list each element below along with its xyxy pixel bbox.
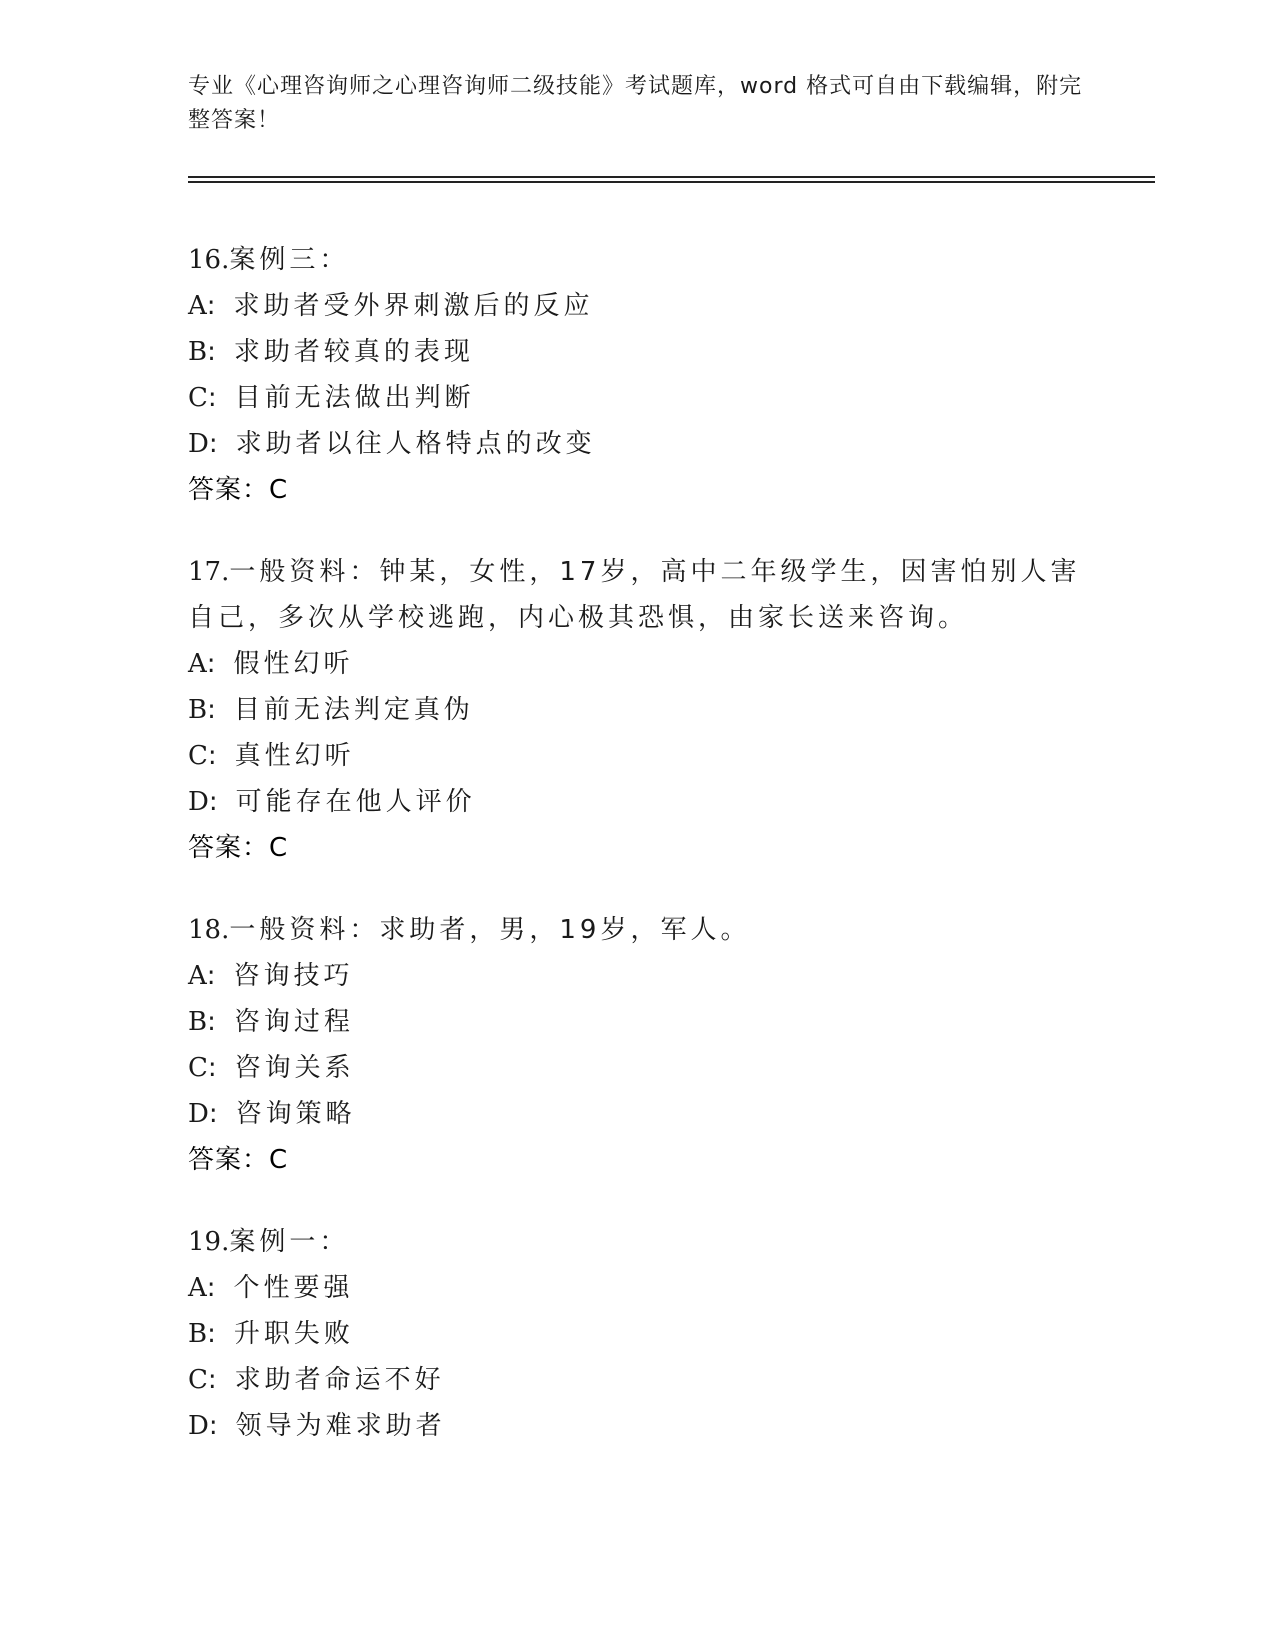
question-stem-text: 一般资料：钟某，女性，17岁，高中二年级学生，因害怕别人害自己，多次从学校逃跑，内心极其恐惧，由家长送来咨询。 xyxy=(188,557,1081,633)
option-text: 领导为难求助者 xyxy=(235,1411,446,1441)
question-stem xyxy=(188,549,1088,641)
option-text: 升职失败 xyxy=(233,1319,354,1349)
option-c: C: 目前无法做出判断 xyxy=(188,383,475,413)
option-letter: A xyxy=(188,291,207,321)
option-text: 求助者以往人格特点的改变 xyxy=(235,429,596,459)
option-a: A: 假性幻听 xyxy=(188,649,354,679)
question-19 xyxy=(188,1219,1088,1449)
option-d: D: 领导为难求助者 xyxy=(188,1411,446,1441)
option-b: B: 求助者较真的表现 xyxy=(188,337,474,367)
question-number: 19. xyxy=(188,1227,230,1257)
option-d: D: 咨询策略 xyxy=(188,1099,356,1129)
option-letter: B xyxy=(188,1007,208,1037)
option-letter: B xyxy=(188,695,208,725)
option-letter: A xyxy=(188,961,207,991)
option-text: 咨询技巧 xyxy=(233,961,354,991)
option-letter: D xyxy=(188,1411,209,1441)
question-stem xyxy=(188,907,1088,953)
document-header: 专业《心理咨询师之心理咨询师二级技能》考试题库，word 格式可自由下载编辑，附完整答案！ xyxy=(188,74,1083,133)
option-letter: D xyxy=(188,429,209,459)
option-b: B: 升职失败 xyxy=(188,1319,354,1349)
option-d: D: 求助者以往人格特点的改变 xyxy=(188,429,596,459)
option-letter: B xyxy=(188,1319,208,1349)
option-text: 咨询策略 xyxy=(235,1099,356,1129)
question-list xyxy=(188,237,1088,1485)
option-c: C: 咨询关系 xyxy=(188,1053,355,1083)
option-text: 求助者命运不好 xyxy=(234,1365,445,1395)
option-d: D: 可能存在他人评价 xyxy=(188,787,476,817)
option-letter: B xyxy=(188,337,208,367)
option-a: A: 个性要强 xyxy=(188,1273,354,1303)
option-text: 假性幻听 xyxy=(233,649,354,679)
option-text: 咨询过程 xyxy=(233,1007,354,1037)
question-number: 18. xyxy=(188,915,230,945)
option-text: 咨询关系 xyxy=(234,1053,355,1083)
option-letter: A xyxy=(188,649,207,679)
option-text: 个性要强 xyxy=(233,1273,354,1303)
option-text: 求助者较真的表现 xyxy=(233,337,474,367)
option-letter: C xyxy=(188,383,208,413)
answer-line: 答案：C xyxy=(188,833,289,863)
answer-line: 答案：C xyxy=(188,475,289,505)
option-c: C: 真性幻听 xyxy=(188,741,355,771)
question-stem xyxy=(188,1219,1088,1265)
option-c: C: 求助者命运不好 xyxy=(188,1365,445,1395)
question-18 xyxy=(188,907,1088,1183)
option-text: 求助者受外界刺激后的反应 xyxy=(233,291,594,321)
question-stem-text: 案例一： xyxy=(229,1227,350,1257)
option-letter: D xyxy=(188,787,209,817)
question-16 xyxy=(188,237,1088,513)
option-letter: D xyxy=(188,1099,209,1129)
option-text: 目前无法判定真伪 xyxy=(233,695,474,725)
header-rule-top xyxy=(188,176,1155,178)
option-a: A: 咨询技巧 xyxy=(188,961,354,991)
question-number: 17. xyxy=(188,557,230,587)
question-stem-text: 一般资料：求助者，男，19岁，军人。 xyxy=(229,915,751,945)
option-b: B: 咨询过程 xyxy=(188,1007,354,1037)
option-b: B: 目前无法判定真伪 xyxy=(188,695,474,725)
question-17 xyxy=(188,549,1088,871)
question-stem-text: 案例三： xyxy=(229,245,350,275)
option-letter: A xyxy=(188,1273,207,1303)
header-double-rule xyxy=(188,176,1155,184)
answer-line: 答案：C xyxy=(188,1145,289,1175)
option-letter: C xyxy=(188,741,208,771)
question-number: 16. xyxy=(188,245,230,275)
header-rule-bottom xyxy=(188,181,1155,183)
option-text: 目前无法做出判断 xyxy=(234,383,475,413)
option-text: 真性幻听 xyxy=(234,741,355,771)
question-stem xyxy=(188,237,1088,283)
option-a: A: 求助者受外界刺激后的反应 xyxy=(188,291,594,321)
option-letter: C xyxy=(188,1053,208,1083)
option-text: 可能存在他人评价 xyxy=(235,787,476,817)
option-letter: C xyxy=(188,1365,208,1395)
